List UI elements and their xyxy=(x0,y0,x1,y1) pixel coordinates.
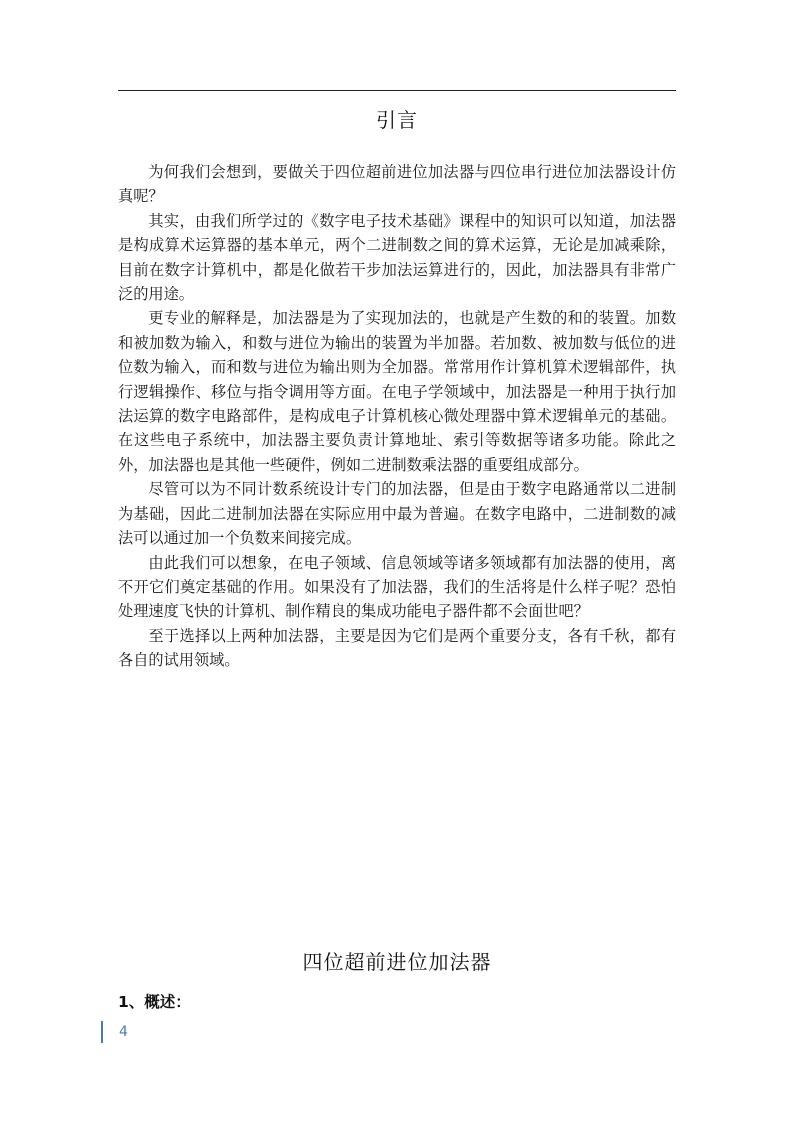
chapter-title: 四位超前进位加法器 xyxy=(302,950,492,974)
paragraph-6: 至于选择以上两种加法器，主要是因为它们是两个重要分支，各有千秋，都有各自的试用领域。 xyxy=(118,626,676,670)
paragraph-5: 由此我们可以想象，在电子领域、信息领域等诸多领域都有加法器的使用，离不开它们奠定基础的作用。如果没有了加法器，我们的生活将是什么样子呢？恐怕处理速度飞快的计算机、制作精良的集成功能电子器件都不会面世吧？ xyxy=(118,553,676,621)
paragraph-3: 更专业的解释是，加法器是为了实现加法的，也就是产生数的和的装置。加数和被加数为输入，和数与进位为输出的装置为半加器。若加数、被加数与低位的进位数为输入，而和数与进位为输出则为全加器。常常用作计算机算术逻辑部件，执行逻辑操作、移位与指令调用等方面。在电子学领域中，加法器是一种用于执行加法运算的数字电路部件，是构成电子计算机核心微处理器中算术逻辑单元的基础。在这些电子系统中，加法器主要负责计算地址、索引等数据等诸多功能。除此之外，加法器也是其他一些硬件，例如二进制数乘法器的重要组成部分。 xyxy=(118,309,676,474)
page-number: 4 xyxy=(101,1021,128,1043)
paragraph-2: 其实，由我们所学过的《数字电子技术基础》课程中的知识可以知道，加法器是构成算术运算器的基本单元，两个二进制数之间的算术运算，无论是加减乘除，目前在数字计算机中，都是化做若干步加法运算进行的，因此，加法器具有非常广泛的用途。 xyxy=(118,211,676,304)
paragraph-4: 尽管可以为不同计数系统设计专门的加法器，但是由于数字电路通常以二进制为基础，因此二进制加法器在实际应用中最为普遍。在数字电路中，二进制数的减法可以通过加一个负数来间接完成。 xyxy=(118,480,676,548)
intro-title: 引言 xyxy=(376,108,418,132)
intro-body xyxy=(118,160,676,673)
header-rule xyxy=(118,90,676,91)
paragraph-1: 为何我们会想到，要做关于四位超前进位加法器与四位串行进位加法器设计仿真呢？ xyxy=(118,163,676,206)
overview-heading: 1、概述： xyxy=(118,993,191,1011)
